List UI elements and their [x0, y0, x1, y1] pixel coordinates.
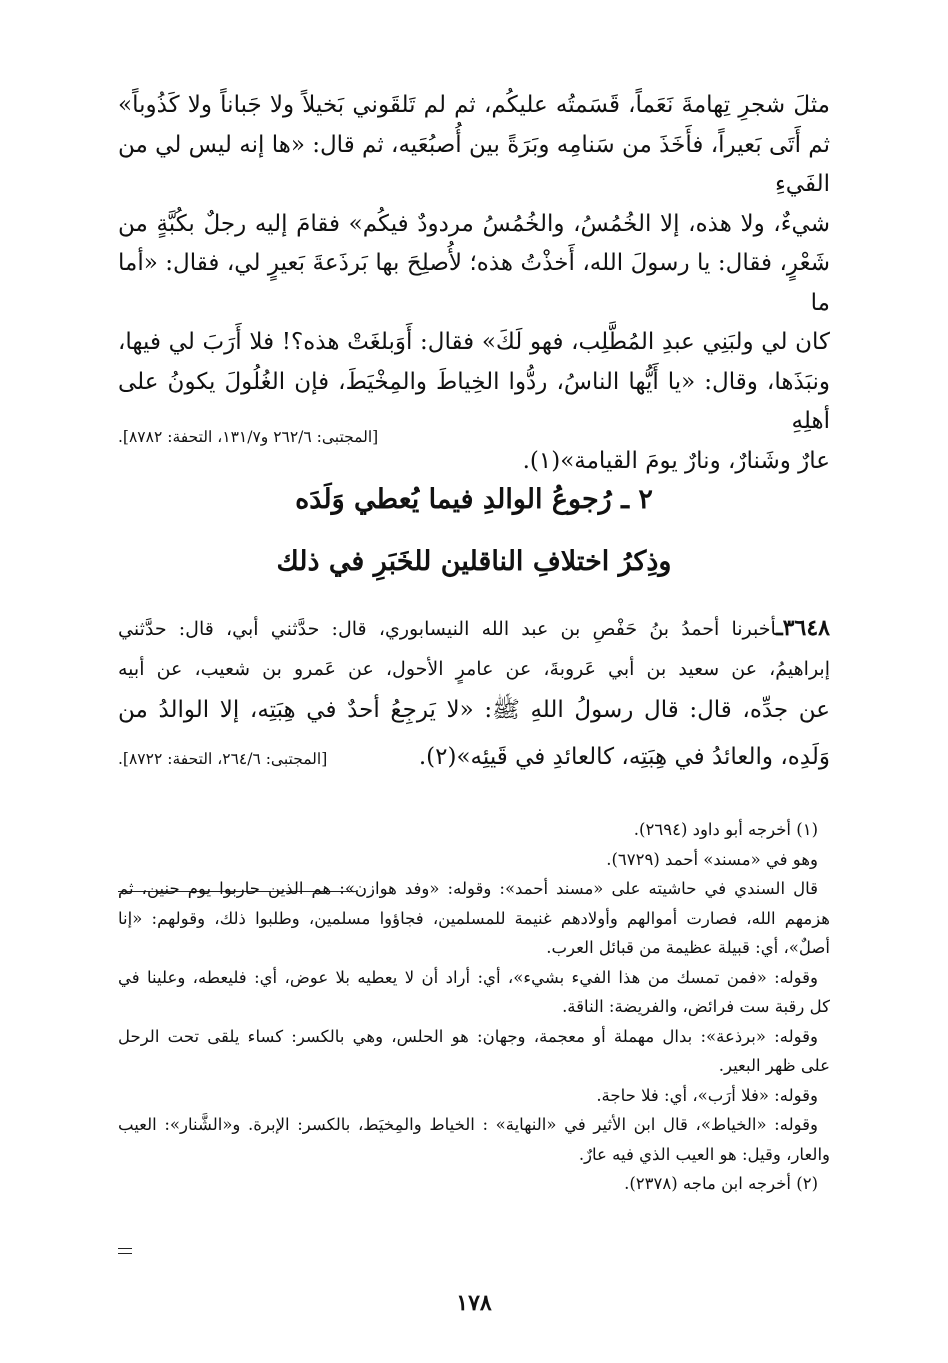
- footnote-line: والعار، وقيل: هو العيب الذي فيه عارٌ.: [578, 1144, 830, 1164]
- chapter-subtitle: وذِكرُ اختلافِ الناقلين للخَبَرِ في ذلك: [276, 546, 672, 577]
- footnote-line: وقوله: «فلا أرَب»، أي: فلا حاجة.: [596, 1085, 818, 1105]
- main-text-line: عارٌ وشَنارٌ، ونارٌ يومَ القيامة»(١).: [522, 447, 830, 474]
- hadith-matn-line: وَلَدِه، والعائدُ في هِبَتِه، كالعائدِ في قَيئِه»(٢).: [418, 744, 830, 770]
- main-text-line: ونبَذَها، وقال: «يا أَيُّها الناسُ، ردُّوا الخِياطَ والمِخْيَطَ، فإن الغُلُولَ يكونُ على أهلِهِ: [118, 368, 830, 434]
- footnote-line: قال السندي في حاشيته على «مسند أحمد»: وقوله: «وفد هوازن»: هم الذين حاربوا يوم حنين، ثم: [118, 879, 818, 898]
- main-text-line: مثلَ شجرِ تِهامةَ نَعَماً، قَسَمتُه عليكُم، ثم لم تَلقَوني بَخيلاً ولا جَباناً ولا كَذُوباً»: [118, 92, 830, 118]
- footnote-line: أصلٌ»، أي: قبيلة عظيمة من قبائل العرب.: [546, 938, 830, 957]
- end-mark: [118, 1248, 132, 1254]
- hadith-matn-line: عن جدِّه، قال: قال رسولُ اللهِ ﷺ: «لا يَرجِعُ أحدٌ في هِبَتِه، إلا الوالدُ من: [118, 697, 830, 723]
- footnote-line: كل رقبة ست فرائض، والفريضة: الناقة.: [562, 997, 830, 1016]
- hadith-isnad-line: إبراهيمُ، عن سعيد بن أبي عَروبةَ، عن عامرٍ الأحول، عن عَمرو بن شعيب، عن أبيه: [118, 658, 830, 680]
- footnotes: [118, 815, 830, 1199]
- hadith-reference: [المجتبى: ٢٦٤/٦، التحفة: ٨٧٢٢].: [118, 750, 328, 768]
- hadith-tail-row: [118, 744, 830, 770]
- main-text-line: شَعْرٍ، فقال: يا رسولَ الله، أَخذْتُ هذه؛ لأُصلِحَ بها بَرذَعةَ بَعيرٍ لي، فقال: «أما ما: [118, 250, 830, 316]
- footnote-line: على ظهر البعير.: [718, 1056, 830, 1075]
- footnote-line: (٢) أخرجه ابن ماجه (٢٣٧٨).: [624, 1174, 818, 1193]
- footnote-line: هزمهم الله، فصارت أموالهم وأولادهم غنيمة للمسلمين، فجاؤوا مسلمين، وطلبوا ذلك، وقولهم: «إنا: [118, 908, 830, 928]
- main-text-line: ثم أَتَى بَعيراً، فأَخَذَ من سَنامِه وبَرَةً بين أُصبُعَيه، ثم قال: «ها إنه ليس لي من الفَيءِ: [118, 131, 830, 197]
- hadith-number: ٣٦٤٨ـ: [776, 615, 830, 641]
- hadith-isnad-text: أخبرنا أحمدُ بنُ حَفْصِ بن عبد الله النيسابوري، قال: حدَّثني أبي، قال: حدَّثني: [118, 618, 777, 640]
- chapter-title: ٢ ـ رُجوعُ الوالدِ فيما يُعطي وَلَدَه: [295, 484, 653, 515]
- main-text: [118, 86, 830, 481]
- hadith-block: [118, 608, 830, 731]
- footnote-line: وقوله: «برذعة»: بدال مهملة أو معجمة، وجهان: هو الحلس، وهي بالكسر: كساء يلقى تحت الرحل: [118, 1026, 818, 1046]
- main-text-line: شيءٌ، ولا هذه، إلا الخُمُسُ، والخُمُسُ مردودٌ فيكُم» فقامَ إليه رجلٌ بكُبَّةٍ من: [118, 210, 830, 237]
- footnote-line: وقوله: «فمن تمسك من هذا الفيء بشيء»، أي: أراد أن لا يعطيه بلا عوض، أي: فليعطه، وعلينا في: [118, 967, 818, 987]
- main-text-line: كان لي ولبَنِي عبدِ المُطَّلِب، فهو لَكَ» فقال: أَوَبلغَتْ هذه؟! فلا أَرَبَ لي فيها،: [118, 329, 830, 355]
- main-text-reference: [المجتبى: ٢٦٢/٦ و١٣١/٧، التحفة: ٨٧٨٢].: [118, 428, 379, 446]
- page-number: ١٧٨: [456, 1290, 492, 1316]
- hadith-isnad-line: [118, 608, 830, 649]
- footnote-line: وقوله: «الخياط»، قال ابن الأثير في «النهاية» : الخياط والمِخيَط، بالكسر: الإبرة. و«الشَّنار»: العيب: [118, 1115, 818, 1134]
- footnote-line: (١) أخرجه أبو داود (٢٦٩٤).: [633, 820, 818, 839]
- footnote-line: وهو في «مسند» أحمد (٦٧٢٩).: [606, 849, 818, 869]
